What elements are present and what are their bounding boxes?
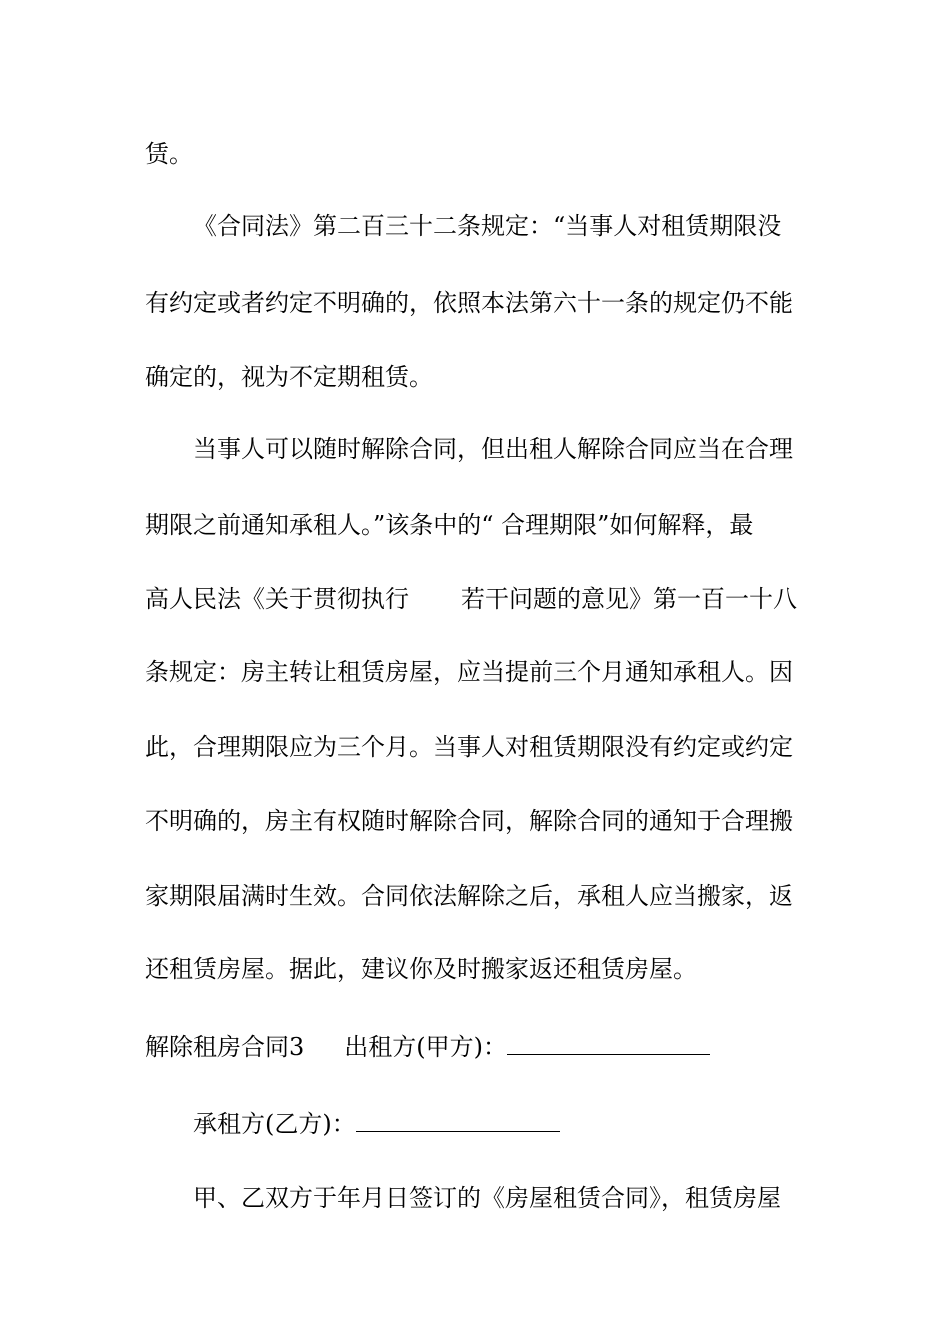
text-line-split — [145, 583, 797, 615]
lessee-blank-line — [356, 1109, 560, 1132]
lessor-blank-line — [507, 1032, 710, 1055]
lessor-label: 出租方(甲方)： — [344, 1033, 508, 1061]
lessee-line — [193, 1108, 560, 1140]
text-line: 期限之前通知承租人。”该条中的“ 合理期限”如何解释，最 — [145, 511, 754, 539]
text-line: 家期限届满时生效。合同依法解除之后，承租人应当搬家，返 — [145, 882, 793, 910]
paragraph-start: 当事人可以随时解除合同，但出租人解除合同应当在合理 — [193, 435, 793, 463]
text-line: 还租赁房屋。据此，建议你及时搬家返还租赁房屋。 — [145, 955, 697, 983]
contract-title: 解除租房合同3 — [145, 1033, 305, 1061]
text-segment: 若干问题的意见》第一百一十八 — [461, 585, 797, 613]
paragraph-start: 《合同法》第二百三十二条规定：“当事人对租赁期限没 — [193, 212, 782, 240]
paragraph-start: 甲、乙双方于年月日签订的《房屋租赁合同》，租赁房屋 — [193, 1184, 781, 1212]
text-line: 确定的，视为不定期租赁。 — [145, 363, 433, 391]
text-line: 有约定或者约定不明确的，依照本法第六十一条的规定仍不能 — [145, 289, 793, 317]
text-line: 不明确的，房主有权随时解除合同，解除合同的通知于合理搬 — [145, 807, 793, 835]
text-line: 赁。 — [145, 140, 193, 168]
text-segment: 高人民法《关于贯彻执行 — [145, 585, 409, 613]
lessee-label: 承租方(乙方)： — [193, 1110, 356, 1138]
text-line: 此，合理期限应为三个月。当事人对租赁期限没有约定或约定 — [145, 733, 793, 761]
text-line: 条规定：房主转让租赁房屋，应当提前三个月通知承租人。因 — [145, 658, 793, 686]
contract-heading — [145, 1031, 710, 1063]
